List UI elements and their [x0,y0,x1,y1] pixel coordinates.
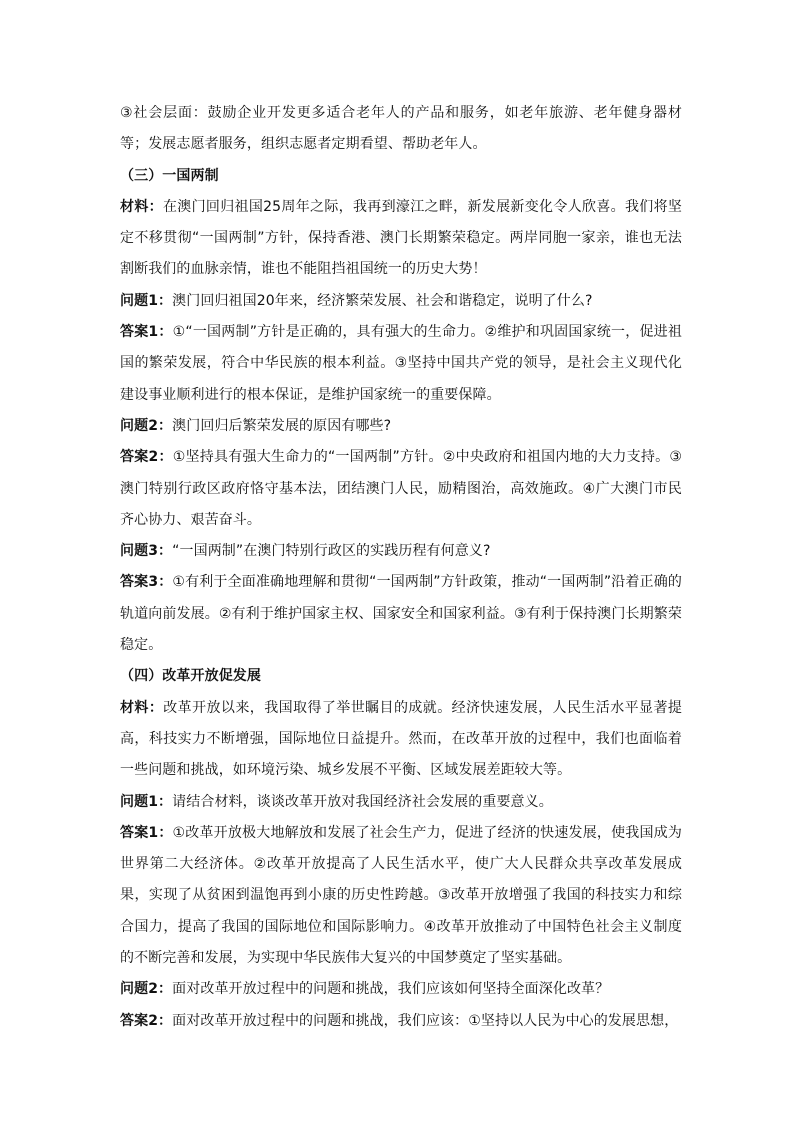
answer-paragraph [120,818,682,974]
question-text: 请结合材料，谈谈改革开放对我国经济社会发展的重要意义。 [172,793,553,810]
answer-text: ①有利于全面准确地理解和贯彻“一国两制”方针政策，推动“一国两制”沿着正确的轨道向前发展。②有利于维护国家主权、国家安全和国家利益。③有利于保持澳门长期繁荣稳定。 [120,574,682,654]
question-paragraph [120,974,682,1005]
question-label: 问题1： [120,793,173,810]
social-level-paragraph: ③社会层面：鼓励企业开发更多适合老年人的产品和服务，如老年旅游、老年健身器材等；发展志愿者服务，组织志愿者定期看望、帮助老年人。 [120,105,682,153]
material-paragraph [120,693,682,787]
section-heading-reform-opening: （四）改革开放促发展 [120,668,261,685]
answer-label: 答案1： [120,324,173,341]
answer-label: 答案2： [120,1012,173,1029]
material-text: 在澳门回归祖国25周年之际，我再到濠江之畔，新发展新变化令人欣喜。我们将坚定不移贯彻“一国两制”方针，保持香港、澳门长期繁荣稳定。两岸同胞一家亲，谁也无法割断我们的血脉亲情，谁也不能阻挡祖国统一的历史大势！ [120,198,682,278]
question-text: “一国两制”在澳门特别行政区的实践历程有何意义? [172,543,491,560]
answer-paragraph [120,442,682,536]
answer-paragraph [120,1006,682,1037]
question-text: 面对改革开放过程中的问题和挑战，我们应该如何坚持全面深化改革？ [172,981,610,998]
answer-paragraph [120,317,682,411]
material-text: 改革开放以来，我国取得了举世瞩目的成就。经济快速发展，人民生活水平显著提高，科技实力不断增强，国际地位日益提升。然而，在改革开放的过程中，我们也面临着一些问题和挑战，如环境污染、城乡发展不平衡、区域发展差距较大等。 [120,699,682,779]
question-text: 澳门回归后繁荣发展的原因有哪些? [172,417,392,434]
question-paragraph [120,787,682,818]
answer-label: 答案2： [120,449,173,466]
answer-text: ①坚持具有强大生命力的“一国两制”方针。②中央政府和祖国内地的大力支持。③澳门特别行政区政府恪守基本法，团结澳门人民，励精图治，高效施政。④广大澳门市民齐心协力、艰苦奋斗。 [120,449,682,528]
question-label: 问题2： [120,981,173,998]
answer-text: 面对改革开放过程中的问题和挑战，我们应该：①坚持以人民为中心的发展思想， [172,1012,679,1029]
section-heading-one-country-two-systems: （三）一国两制 [120,167,219,184]
answer-label: 答案3： [120,574,173,591]
answer-paragraph [120,567,682,661]
material-paragraph [120,192,682,286]
question-text: 澳门回归祖国20年来，经济繁荣发展、社会和谐稳定，说明了什么? [172,292,593,309]
answer-text: ①“一国两制”方针是正确的，具有强大的生命力。②维护和巩固国家统一，促进祖国的繁荣发展，符合中华民族的根本利益。③坚持中国共产党的领导，是社会主义现代化建设事业顺利进行的根本保证，是维护国家统一的重要保障。 [120,324,682,403]
question-paragraph [120,286,682,317]
question-paragraph [120,536,682,567]
material-label: 材料： [120,198,163,215]
answer-text: ①改革开放极大地解放和发展了社会生产力，促进了经济的快速发展，使我国成为世界第二大经济体。②改革开放提高了人民生活水平，使广大人民群众共享改革发展成果，实现了从贫困到温饱再到小康的历史性跨越。③改革开放增强了我国的科技实力和综合国力，提高了我国的国际地位和国际影响力。④改革开放推动了中国特色社会主义制度的不断完善和发展，为实现中华民族伟大复兴的中国梦奠定了坚实基础。 [120,824,682,967]
answer-label: 答案1： [120,824,173,841]
question-paragraph [120,411,682,442]
question-label: 问题2： [120,417,173,434]
question-label: 问题3： [120,543,173,560]
material-label: 材料： [120,699,164,716]
document-page [120,98,682,1037]
question-label: 问题1： [120,292,173,309]
